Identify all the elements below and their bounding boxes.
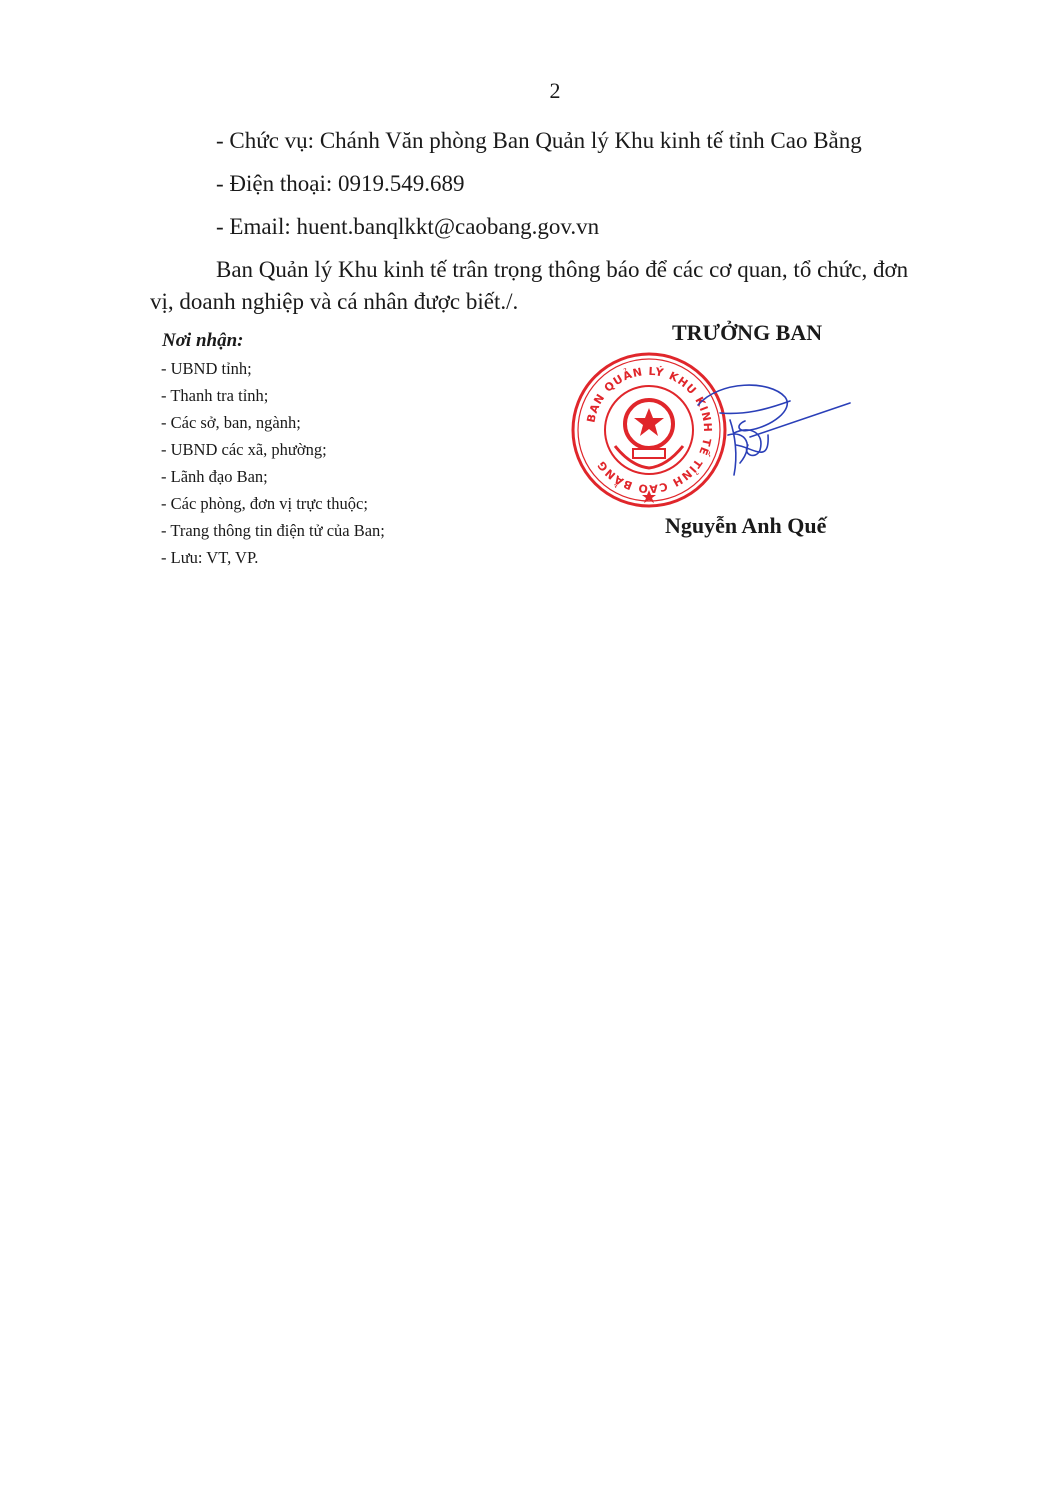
- signer-title: TRƯỞNG BAN: [672, 320, 823, 345]
- contact-email: - Email: huent.banqlkkt@caobang.gov.vn: [216, 214, 600, 239]
- recipients-title: Nơi nhận:: [162, 330, 244, 351]
- closing-line-1: Ban Quản lý Khu kinh tế trân trọng thông báo để các cơ quan, tổ chức, đơn: [216, 257, 909, 282]
- closing-line-2: vị, doanh nghiệp và cá nhân được biết./.: [150, 289, 519, 314]
- recipient-item: - Lưu: VT, VP.: [161, 548, 259, 567]
- recipient-item: - UBND tỉnh;: [161, 359, 252, 378]
- recipients-list: [161, 359, 385, 575]
- recipient-item: - UBND các xã, phường;: [161, 440, 327, 459]
- recipient-item: - Trang thông tin điện tử của Ban;: [161, 521, 385, 540]
- handwritten-signature: [690, 375, 860, 485]
- page-number: 2: [549, 78, 561, 103]
- seal-text: BAN QUẢN LÝ KHU KINH TẾ TỈNH CAO BẰNG: [584, 364, 715, 496]
- contact-position: - Chức vụ: Chánh Văn phòng Ban Quản lý Khu kinh tế tỉnh Cao Bằng: [216, 128, 862, 153]
- contact-phone: - Điện thoại: 0919.549.689: [216, 171, 465, 196]
- recipient-item: - Thanh tra tỉnh;: [161, 386, 269, 405]
- recipient-item: - Các sở, ban, ngành;: [161, 413, 301, 432]
- signer-name: Nguyễn Anh Quế: [665, 513, 827, 538]
- recipient-item: - Các phòng, đơn vị trực thuộc;: [161, 494, 368, 513]
- recipient-item: - Lãnh đạo Ban;: [161, 467, 268, 486]
